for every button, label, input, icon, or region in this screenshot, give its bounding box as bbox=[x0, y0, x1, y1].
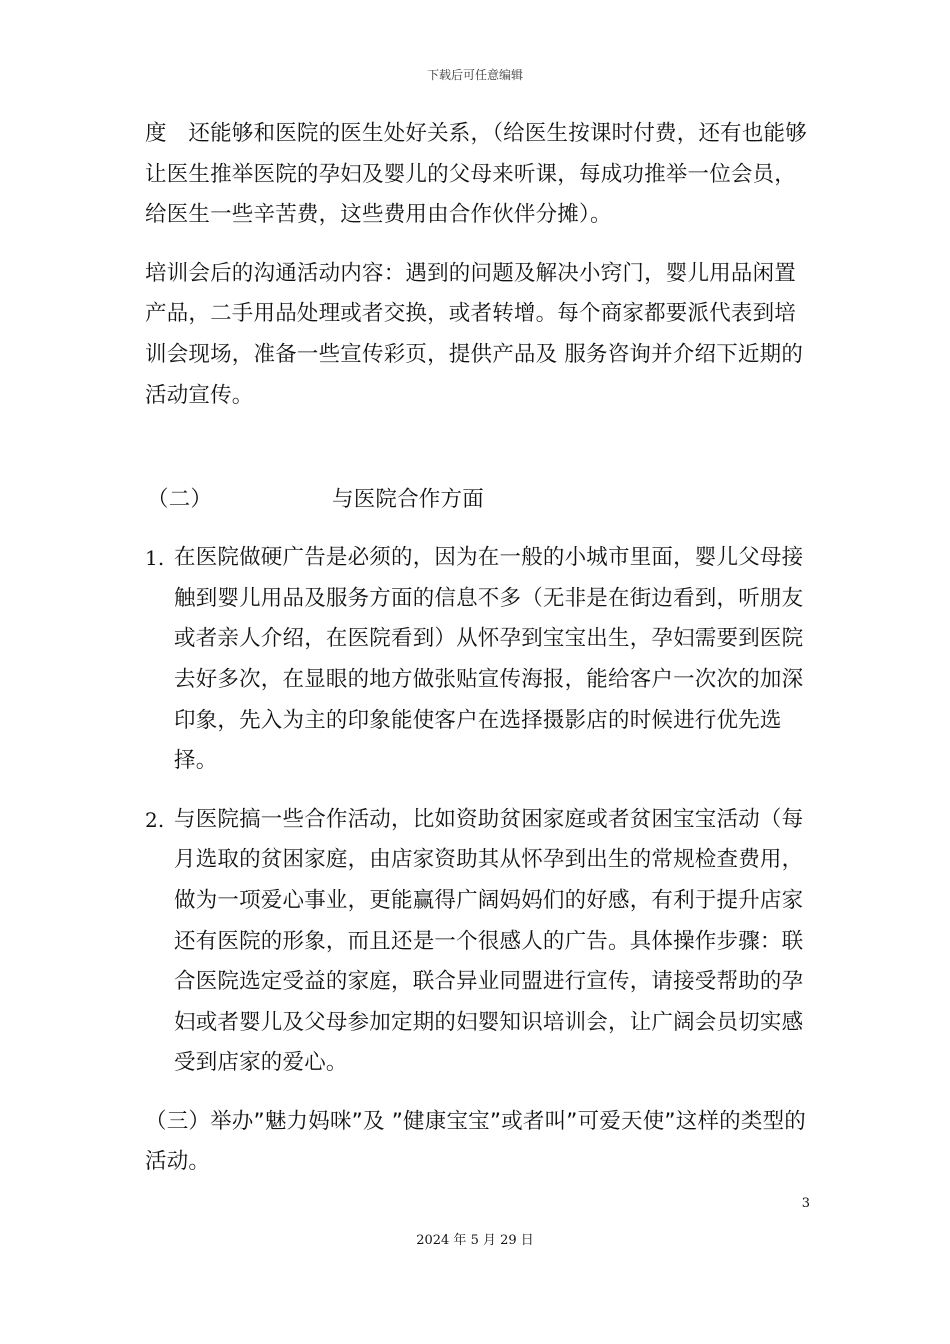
page-number: 3 bbox=[801, 1196, 810, 1211]
section-title: 与医院合作方面 bbox=[332, 487, 484, 513]
section-number: （二） bbox=[147, 487, 213, 513]
paragraph-hospital-relations: 度 还能够和医院的医生处好关系，（给医生按课时付费，还有也能够让医生推举医院的孕妇及婴儿的父母来听课，每成功推举一位会员，给医生一些辛苦费，这些费用由合作伙伴分摊）。 bbox=[145, 121, 807, 228]
list-item-text: 与医院搞一些合作活动，比如资助贫困家庭或者贫困宝宝活动（每月选取的贫困家庭，由店家资助其从怀孕到出生的常规检查费用，做为一项爱心事业，更能赢得广阔妈妈们的好感，有利于提升店家还有医院的形象，而且还是一个很感人的广告。具体操作步骤：联合医院选定受益的家庭，联合异业同盟进行宣传，请接受帮助的孕妇或者婴儿及父母参加定期的妇婴知识培训会，让广阔会员切实感受到店家的爱心。 bbox=[174, 806, 804, 1076]
list-marker: 2. bbox=[145, 807, 165, 832]
list-item bbox=[145, 538, 815, 782]
paragraph-training-activities: 培训会后的沟通活动内容：遇到的问题及解决小窍门，婴儿用品闲置产品，二手用品处理或者交换，或者转增。每个商家都要派代表到培训会现场，准备一些宣传彩页，提供产品及 服务咨询并介绍下近期的活动宣传。 bbox=[145, 260, 804, 408]
document-body bbox=[145, 114, 815, 1183]
section-three-paragraph: （三）举办”魅力妈咪”及 ”健康宝宝”或者叫”可爱天使”这样的类型的活动。 bbox=[145, 1108, 806, 1175]
section-heading-hospital-cooperation bbox=[145, 480, 815, 520]
list-marker: 1. bbox=[145, 546, 165, 571]
numbered-list bbox=[145, 538, 815, 1084]
page-header: 下载后可任意编辑 bbox=[426, 68, 523, 82]
list-item-text: 在医院做硬广告是必须的，因为在一般的小城市里面，婴儿父母接触到婴儿用品及服务方面的信息不多（无非是在街边看到，听朋友或者亲人介绍，在医院看到）从怀孕到宝宝出生，孕妇需要到医院去好多次，在显眼的地方做张贴宣传海报，能给客户一次次的加深印象，先入为主的印象能使客户在选择摄影店的时候进行优先选择。 bbox=[174, 545, 804, 774]
page-footer-date: 2024 年 5 月 29 日 bbox=[416, 1233, 534, 1248]
list-item bbox=[145, 800, 815, 1084]
